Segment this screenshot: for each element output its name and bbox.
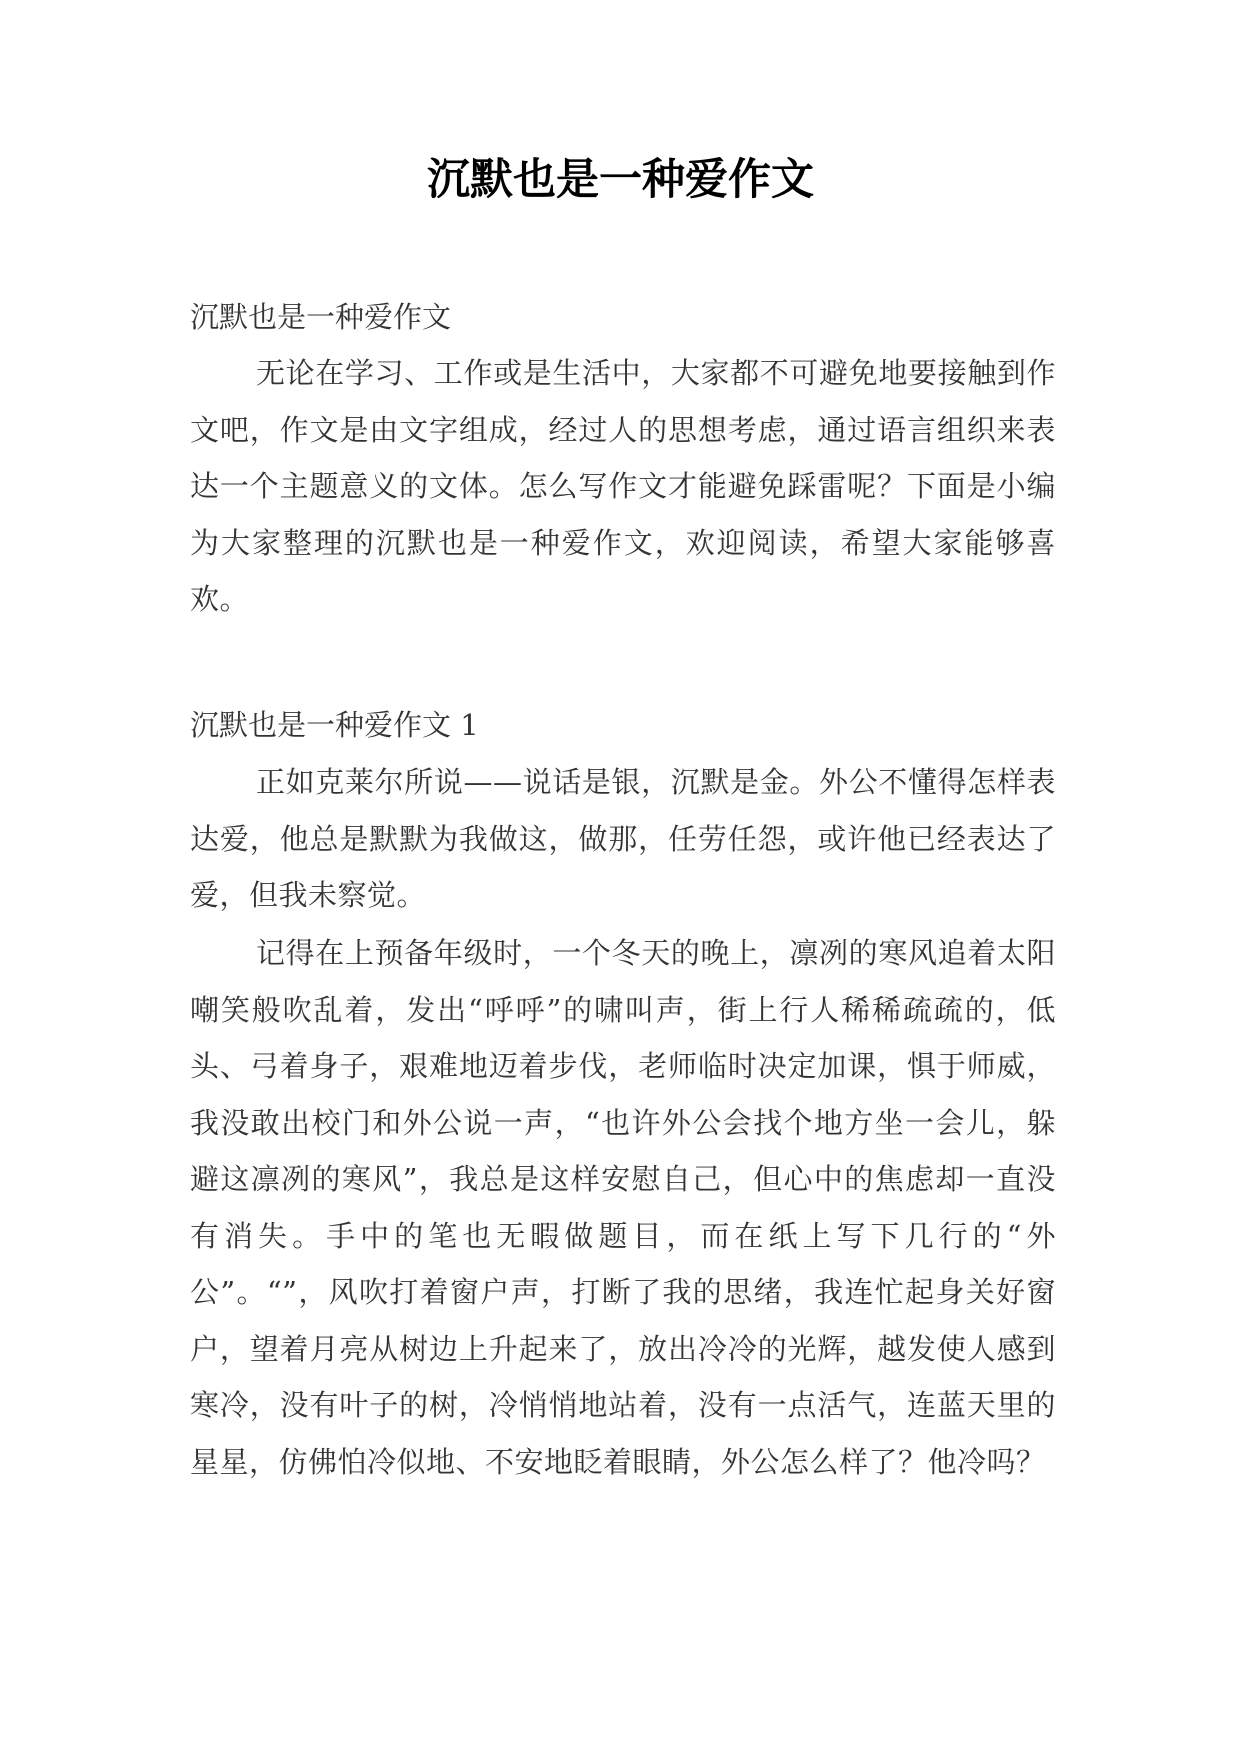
- document-subtitle: 沉默也是一种爱作文: [190, 300, 452, 334]
- intro-paragraph: 无论在学习、工作或是生活中，大家都不可避免地要接触到作文吧，作文是由文字组成，经过人的思想考虑，通过语言组织来表达一个主题意义的文体。怎么写作文才能避免踩雷呢？下面是小编为大家整理的沉默也是一种爱作文，欢迎阅读，希望大家能够喜欢。: [190, 356, 1056, 616]
- document-title: 沉默也是一种爱作文: [427, 155, 814, 205]
- body-paragraph: 正如克莱尔所说——说话是银，沉默是金。外公不懂得怎样表达爱，他总是默默为我做这，做那，任劳任怨，或许他已经表达了爱，但我未察觉。: [190, 765, 1056, 912]
- section-heading: 沉默也是一种爱作文 1: [190, 708, 479, 742]
- body-paragraph: 记得在上预备年级时，一个冬天的晚上，凛冽的寒风追着太阳嘲笑般吹乱着，发出“呼呼”的啸叫声，街上行人稀稀疏疏的，低头、弓着身子，艰难地迈着步伐，老师临时决定加课，惧于师威，我没敢出校门和外公说一声，“也许外公会找个地方坐一会儿，躲避这凛冽的寒风”，我总是这样安慰自己，但心中的焦虑却一直没有消失。手中的笔也无暇做题目，而在纸上写下几行的“外公”。“”，风吹打着窗户声，打断了我的思绪，我连忙起身关好窗户，望着月亮从树边上升起来了，放出冷冷的光辉，越发使人感到寒冷，没有叶子的树，冷悄悄地站着，没有一点活气，连蓝天里的星星，仿佛怕冷似地、不安地眨着眼睛，外公怎么样了？他冷吗？: [190, 936, 1056, 1479]
